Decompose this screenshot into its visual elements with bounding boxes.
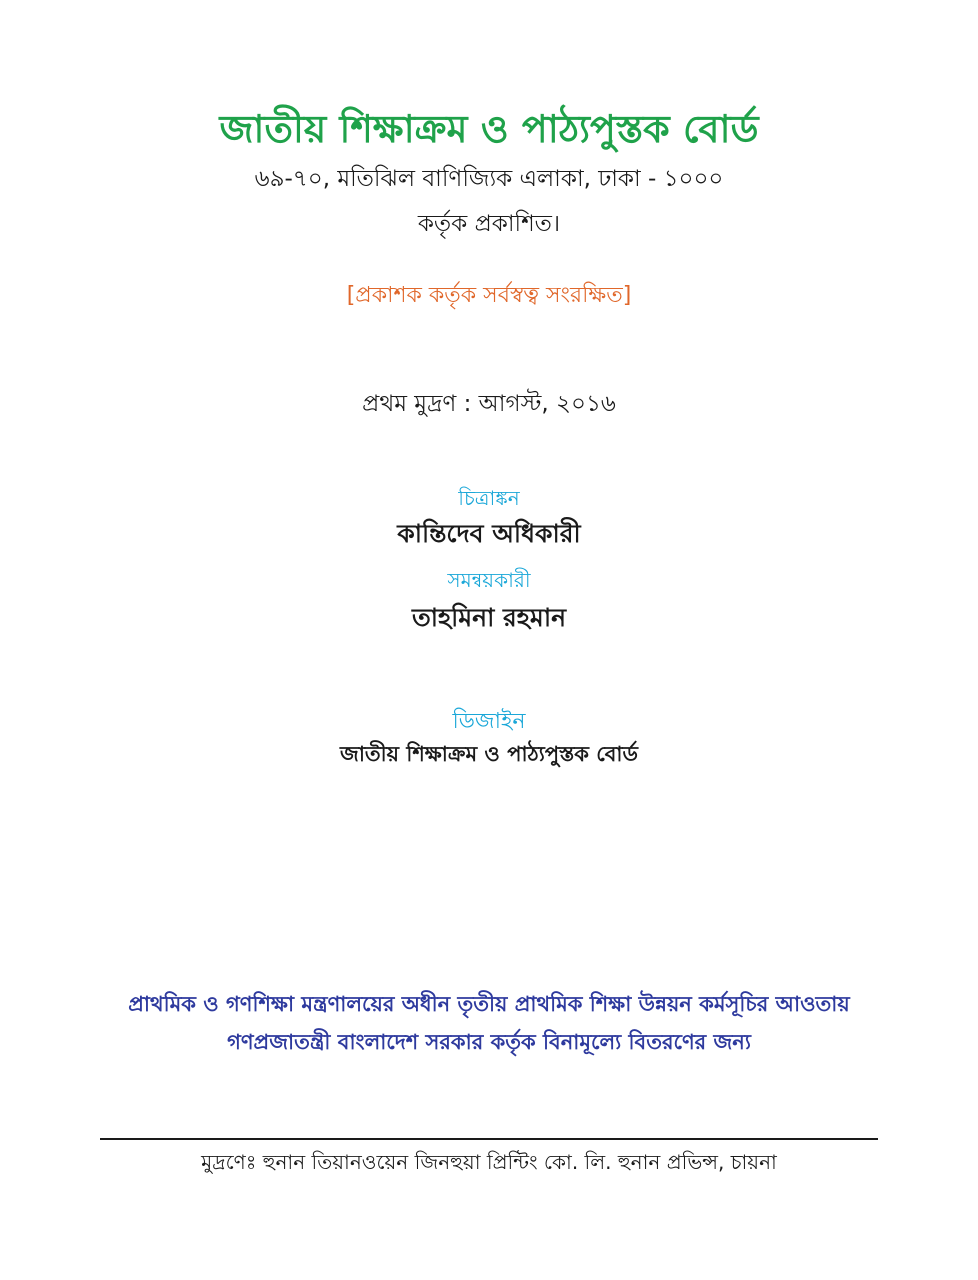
publisher-title: জাতীয় শিক্ষাক্রম ও পাঠ্যপুস্তক বোর্ড — [219, 107, 759, 151]
distribution-note-line-2: গণপ্রজাতন্ত্রী বাংলাদেশ সরকার কর্তৃক বিনামূল্যে বিতরণের জন্য — [227, 1030, 751, 1054]
first-print-date: প্রথম মুদ্রণ : আগস্ট, ২০১৬ — [362, 391, 616, 417]
coordinator-label: সমন্বয়কারী — [447, 568, 531, 592]
footer-divider — [100, 1138, 878, 1140]
coordinator-name: তাহমিনা রহমান — [412, 603, 566, 632]
distribution-note-line-1: প্রাথমিক ও গণশিক্ষা মন্ত্রণালয়ের অধীন তৃতীয় প্রাথমিক শিক্ষা উন্নয়ন কর্মসূচির আওতায় — [128, 992, 850, 1016]
illustration-label: চিত্রাঙ্কন — [458, 486, 520, 510]
copyright-notice: [প্রকাশক কর্তৃক সর্বস্বত্ব সংরক্ষিত] — [346, 283, 632, 308]
publisher-address: ৬৯-৭০, মতিঝিল বাণিজ্যিক এলাকা, ঢাকা - ১০০০ — [254, 166, 724, 192]
designer-name: জাতীয় শিক্ষাক্রম ও পাঠ্যপুস্তক বোর্ড — [340, 742, 638, 766]
printer-credit: মুদ্রণেঃ হুনান তিয়ানওয়েন জিনহুয়া প্রিন্টিং কো. লি. হুনান প্রভিন্স, চায়না — [201, 1150, 777, 1174]
illustrator-name: কান্তিদেব অধিকারী — [397, 519, 581, 548]
design-label: ডিজাইন — [452, 709, 526, 734]
published-by-text: কর্তৃক প্রকাশিত। — [417, 211, 561, 237]
